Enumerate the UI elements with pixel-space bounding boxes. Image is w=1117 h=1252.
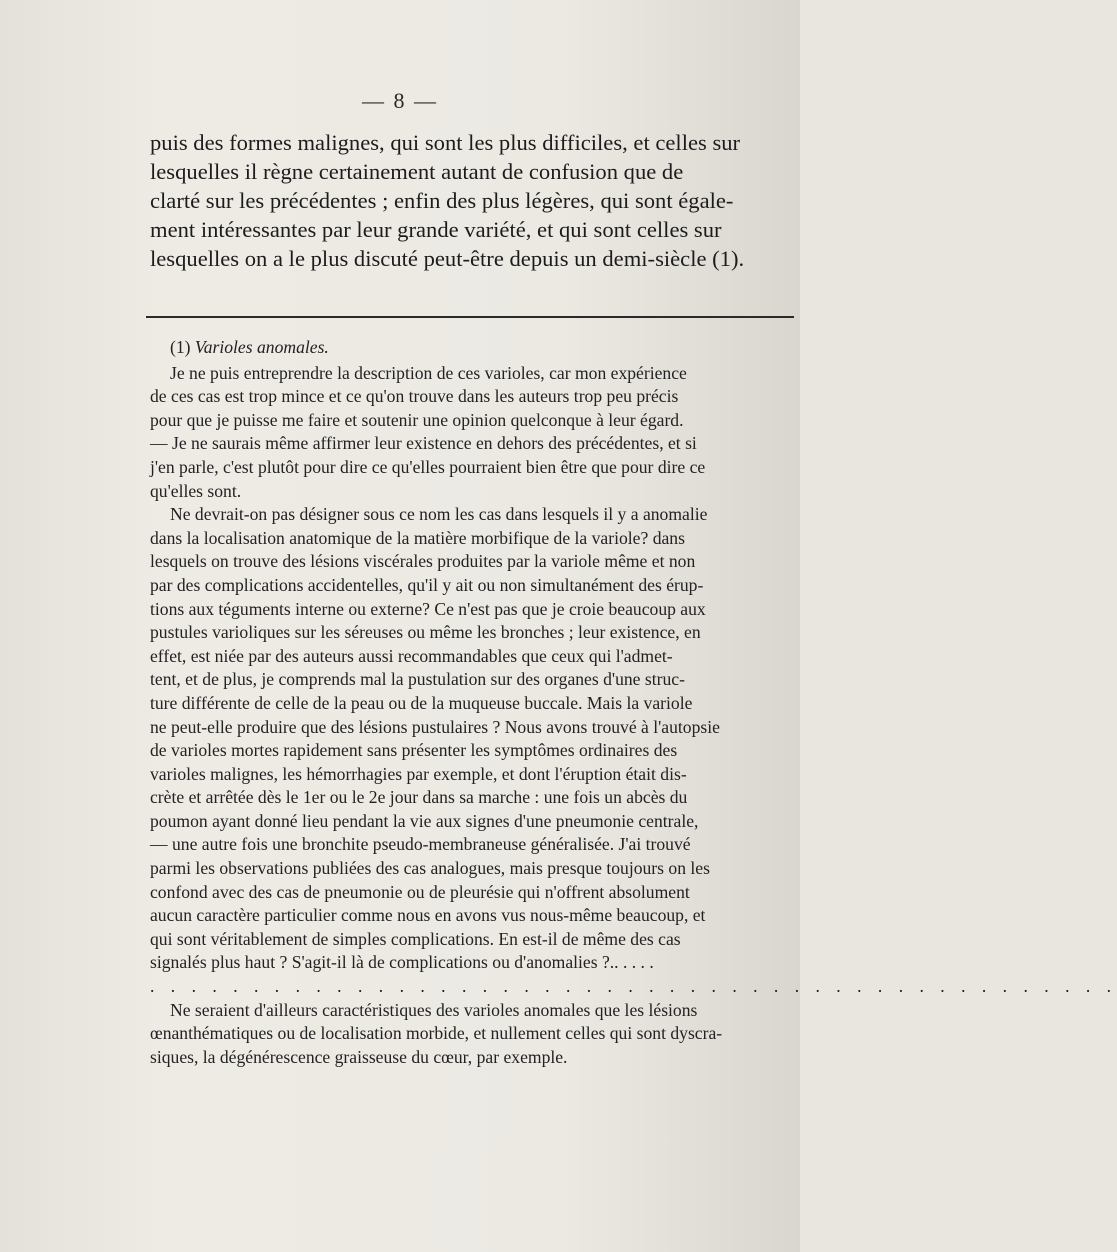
- footnote-line: j'en parle, c'est plutôt pour dire ce qu'elles pourraient bien être que pour dire ce: [150, 456, 706, 477]
- footnote-line: ture différente de celle de la peau ou de la muqueuse buccale. Mais la variole: [150, 692, 693, 713]
- footnote-line: œnanthématiques ou de localisation morbide, et nullement celles qui sont dyscra-: [150, 1023, 723, 1044]
- footnote-line: parmi les observations publiées des cas analogues, mais presque toujours on les: [150, 858, 710, 879]
- footnote-line: varioles malignes, les hémorrhagies par exemple, et dont l'éruption était dis-: [150, 763, 687, 784]
- footnote-line: tent, et de plus, je comprends mal la pustulation sur des organes d'une struc-: [150, 669, 685, 690]
- main-line: lesquelles on a le plus discuté peut-être depuis un demi-siècle (1).: [150, 246, 745, 271]
- footnote-line: par des complications accidentelles, qu'il y ait ou non simultanément des érup-: [150, 574, 704, 595]
- main-line: ment intéressantes par leur grande variété, et qui sont celles sur: [150, 217, 722, 242]
- footnote-line: siques, la dégénérescence graisseuse du cœur, par exemple.: [150, 1046, 568, 1067]
- footnote-line: signalés plus haut ? S'agit-il là de complications ou d'anomalies ?.. . . . .: [150, 952, 654, 973]
- main-paragraph: [150, 128, 790, 273]
- page-number: — 8 —: [362, 88, 438, 113]
- footnote-line: qu'elles sont.: [150, 480, 242, 501]
- footnote-line: aucun caractère particulier comme nous en avons vus nous-même beaucoup, et: [150, 905, 706, 926]
- footnote-line: poumon ayant donné lieu pendant la vie aux signes d'une pneumonie centrale,: [150, 810, 699, 831]
- footnote-line: ne peut-elle produire que des lésions pustulaires ? Nous avons trouvé à l'autopsie: [150, 716, 720, 737]
- footnote-line: de ces cas est trop mince et ce qu'on trouve dans les auteurs trop peu précis: [150, 386, 679, 407]
- footnote-line: — Je ne saurais même affirmer leur existence en dehors des précédentes, et si: [150, 433, 697, 454]
- footnote-line: Ne seraient d'ailleurs caractéristiques des varioles anomales que les lésions: [170, 999, 698, 1020]
- footnote-line: qui sont véritablement de simples complications. En est-il de même des cas: [150, 928, 681, 949]
- footnote-number: (1): [170, 337, 191, 357]
- footnote-line: dans la localisation anatomique de la matière morbifique de la variole? dans: [150, 527, 685, 548]
- footnote-line: confond avec des cas de pneumonie ou de pleurésie qui n'offrent absolument: [150, 881, 690, 902]
- footnote-dots: . . . . . . . . . . . . . . . . . . . . . . . . . . . . . . . . . . . . . . . . . . . . . . .: [150, 976, 1117, 997]
- footnote-line: tions aux téguments interne ou externe? Ce n'est pas que je croie beaucoup aux: [150, 598, 706, 619]
- footnote-line: lesquels on trouve des lésions viscérales produites par la variole même et non: [150, 551, 696, 572]
- footnote-line: Je ne puis entreprendre la description de ces varioles, car mon expérience: [170, 362, 687, 383]
- main-line: lesquelles il règne certainement autant de confusion que de: [150, 159, 684, 184]
- footnote-line: de varioles mortes rapidement sans présenter les symptômes ordinaires des: [150, 740, 678, 761]
- footnote: [150, 336, 1117, 1069]
- footnote-line: pour que je puisse me faire et soutenir une opinion quelconque à leur égard.: [150, 409, 684, 430]
- footnote-line: — une autre fois une bronchite pseudo-membraneuse généralisée. J'ai trouvé: [150, 834, 691, 855]
- main-line: puis des formes malignes, qui sont les plus difficiles, et celles sur: [150, 130, 741, 155]
- footnote-heading: [150, 336, 790, 360]
- footnote-title: Varioles anomales.: [194, 337, 329, 357]
- main-line: clarté sur les précédentes ; enfin des plus légères, qui sont égale-: [150, 188, 734, 213]
- footnote-divider: [146, 316, 794, 318]
- footnote-line: crète et arrêtée dès le 1er ou le 2e jour dans sa marche : une fois un abcès du: [150, 787, 688, 808]
- footnote-line: Ne devrait-on pas désigner sous ce nom les cas dans lesquels il y a anomalie: [170, 504, 708, 525]
- footnote-line: effet, est niée par des auteurs aussi recommandables que ceux qui l'admet-: [150, 645, 673, 666]
- footnote-line: pustules varioliques sur les séreuses ou même les bronches ; leur existence, en: [150, 622, 701, 643]
